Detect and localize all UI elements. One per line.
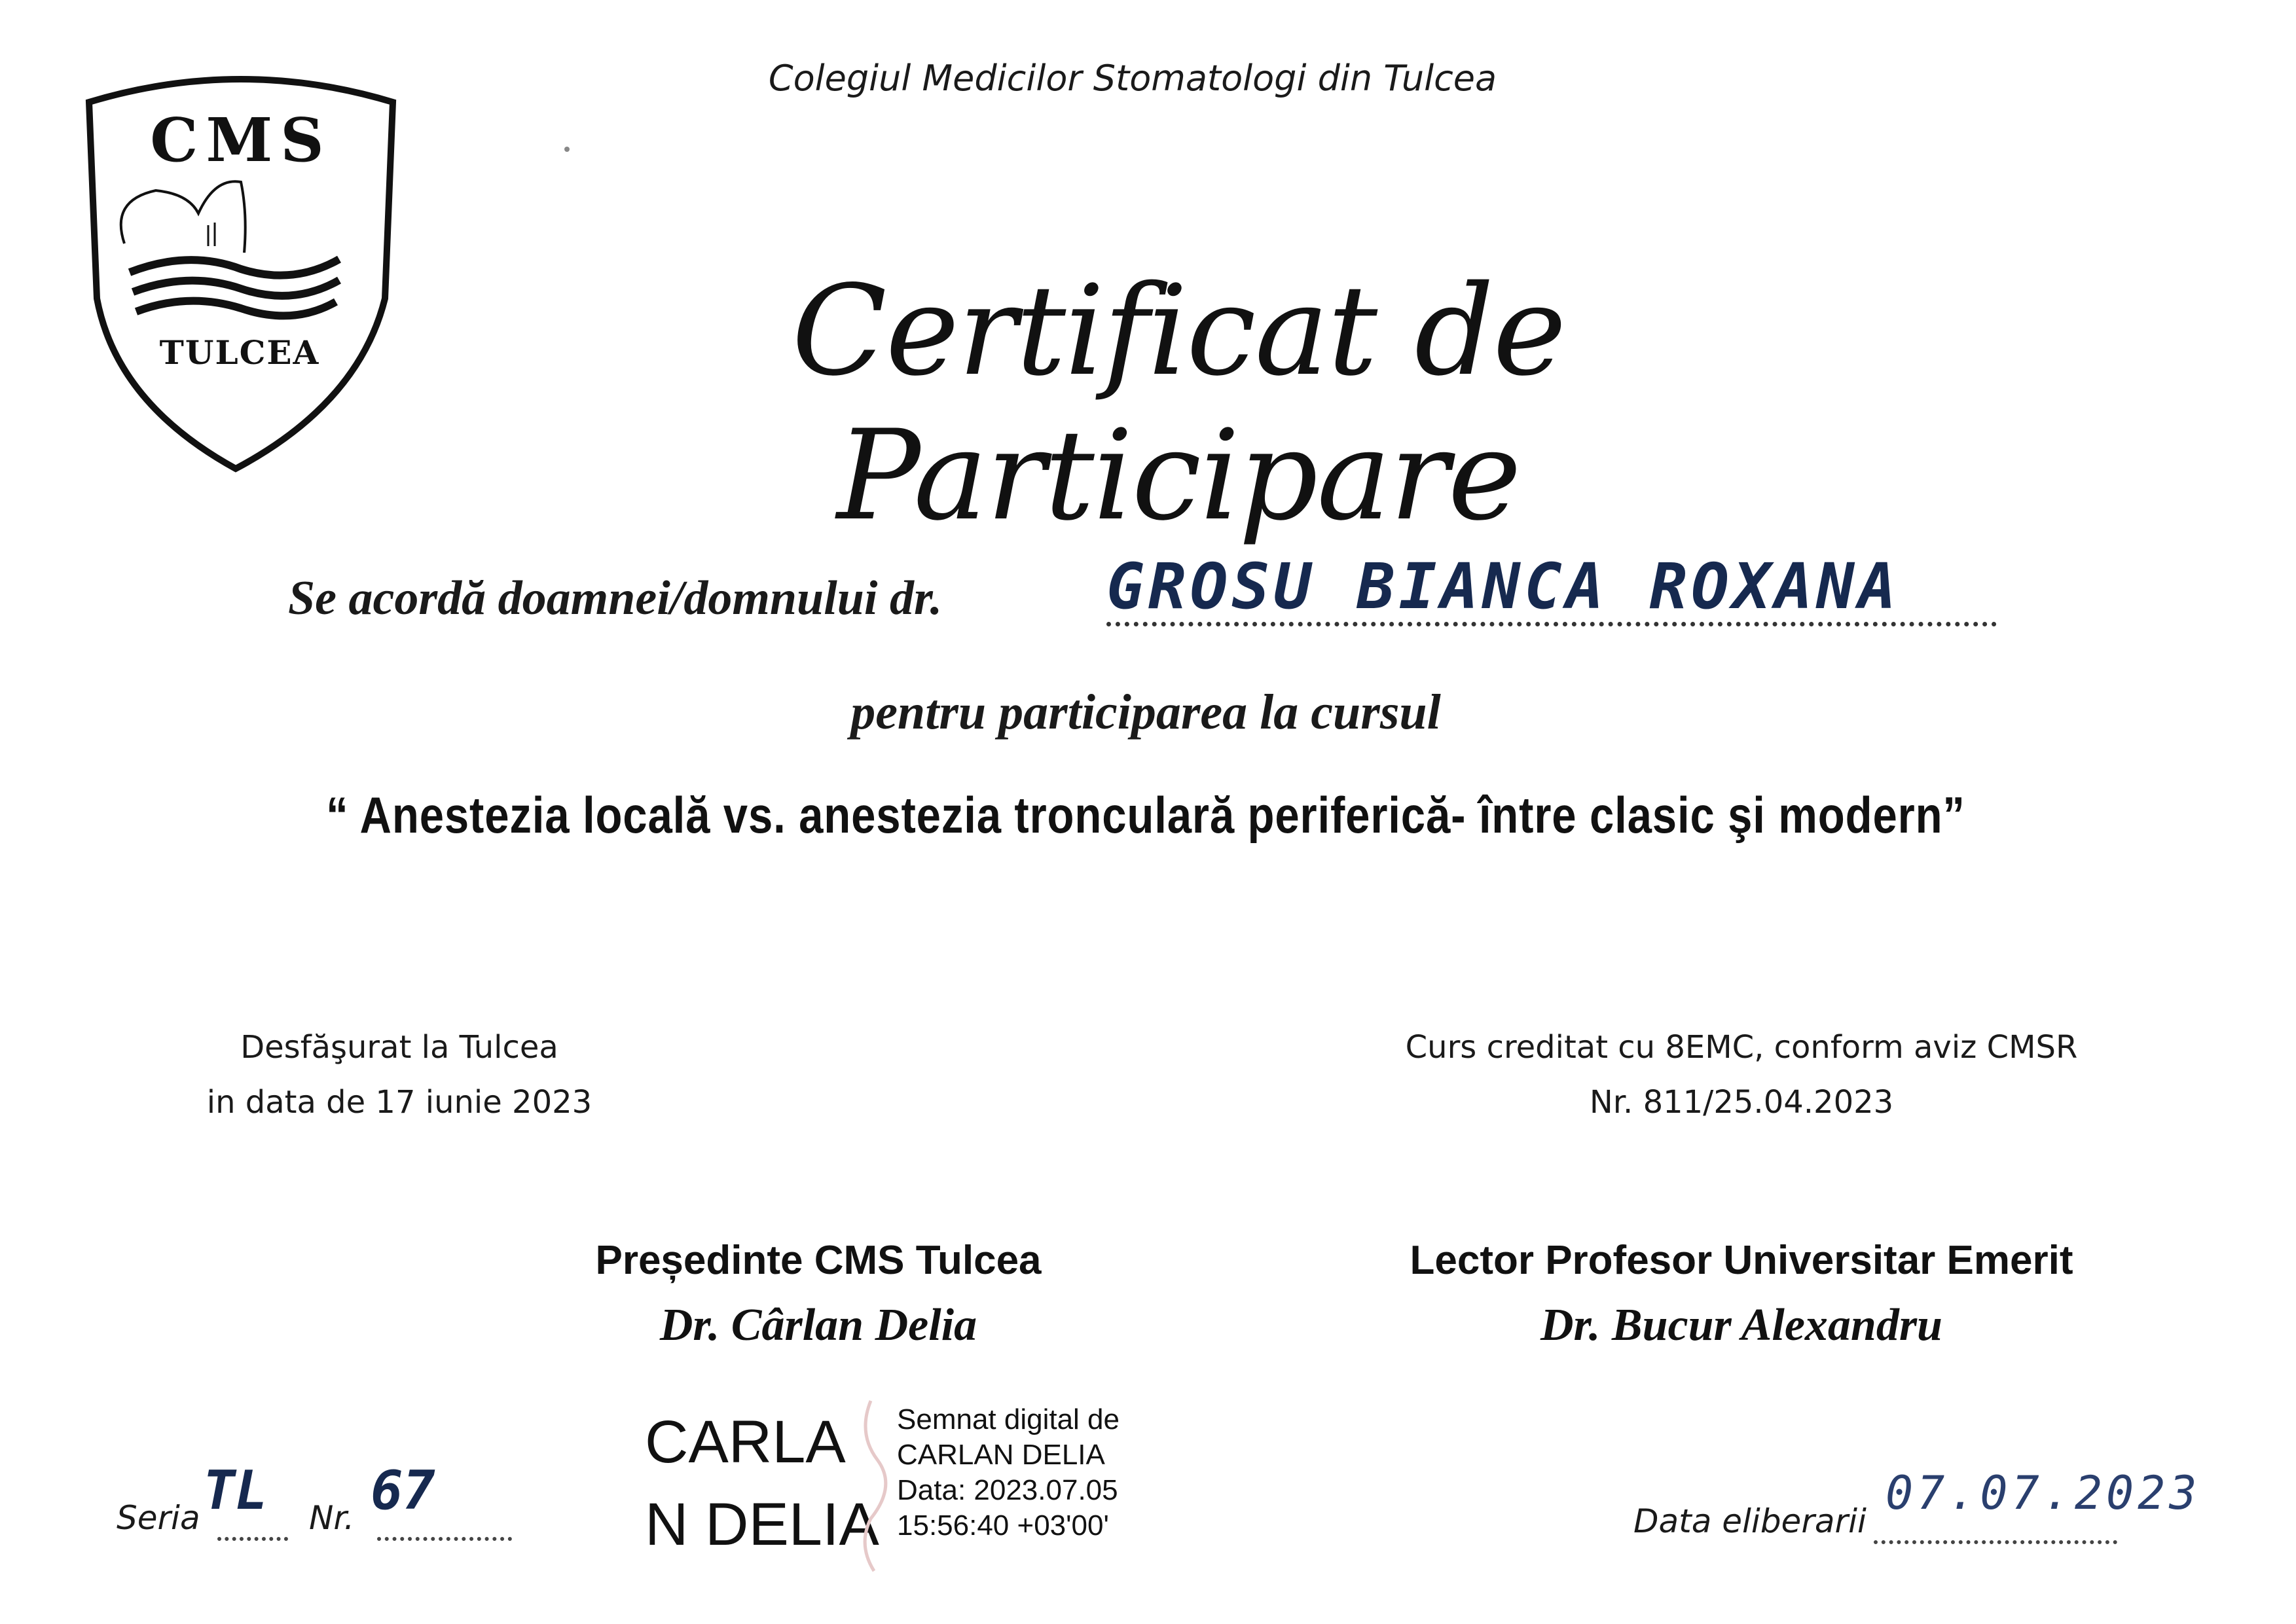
recipient-name: GROSU BIANCA ROXANA <box>1106 550 1901 623</box>
series-label: Seria <box>117 1499 200 1537</box>
signature-detail-3: Data: 2023.07.05 <box>897 1474 1118 1506</box>
credit-text: Curs creditat cu 8EMC, conform aviz CMSR <box>1405 1029 2078 1066</box>
president-role: Președinte CMS Tulcea <box>595 1238 1042 1283</box>
course-name: “ Anestezia locală vs. anestezia tronculară periferică- între clasic şi modern” <box>326 786 1965 844</box>
signature-detail-2: CARLAN DELIA <box>897 1439 1105 1471</box>
signature-detail-4: 15:56:40 +03'00' <box>897 1509 1109 1542</box>
held-date: in data de 17 iunie 2023 <box>206 1084 592 1121</box>
lecturer-name: Dr. Bucur Alexandru <box>1540 1300 1942 1350</box>
cms-tulcea-logo <box>84 63 398 475</box>
held-location: Desfăşurat la Tulcea <box>240 1029 558 1066</box>
scan-speck <box>564 147 570 152</box>
nr-label: Nr. <box>309 1499 355 1537</box>
digital-signature-name-line1: CARLA <box>645 1409 846 1475</box>
issue-date-label: Data eliberarii <box>1633 1502 1867 1540</box>
course-intro: pentru participarea la cursul <box>850 685 1441 740</box>
award-prefix: Se acordă doamnei/domnului dr. <box>288 571 943 625</box>
credit-number: Nr. 811/25.04.2023 <box>1589 1084 1894 1121</box>
series-value: TL <box>203 1460 268 1522</box>
certificate-title: Certificat de Participare <box>792 259 1565 548</box>
nr-value: 67 <box>371 1460 435 1522</box>
digital-signature-details <box>897 1402 1120 1543</box>
college-name: Colegiul Medicilor Stomatologi din Tulcea <box>768 58 1497 99</box>
lecturer-role: Lector Profesor Universitar Emerit <box>1410 1238 2073 1283</box>
logo-tulcea-text: TULCEA <box>159 333 320 372</box>
signature-detail-1: Semnat digital de <box>897 1403 1120 1435</box>
signature-stroke <box>845 1394 903 1578</box>
credit-info <box>1336 1020 2147 1130</box>
president-name: Dr. Cârlan Delia <box>659 1300 977 1350</box>
logo-cms-text: CMS <box>150 105 332 175</box>
issue-date-value: 07.07.2023 <box>1886 1466 2201 1520</box>
held-info <box>131 1020 668 1130</box>
digital-signature-name-line2: N DELIA <box>645 1491 879 1558</box>
